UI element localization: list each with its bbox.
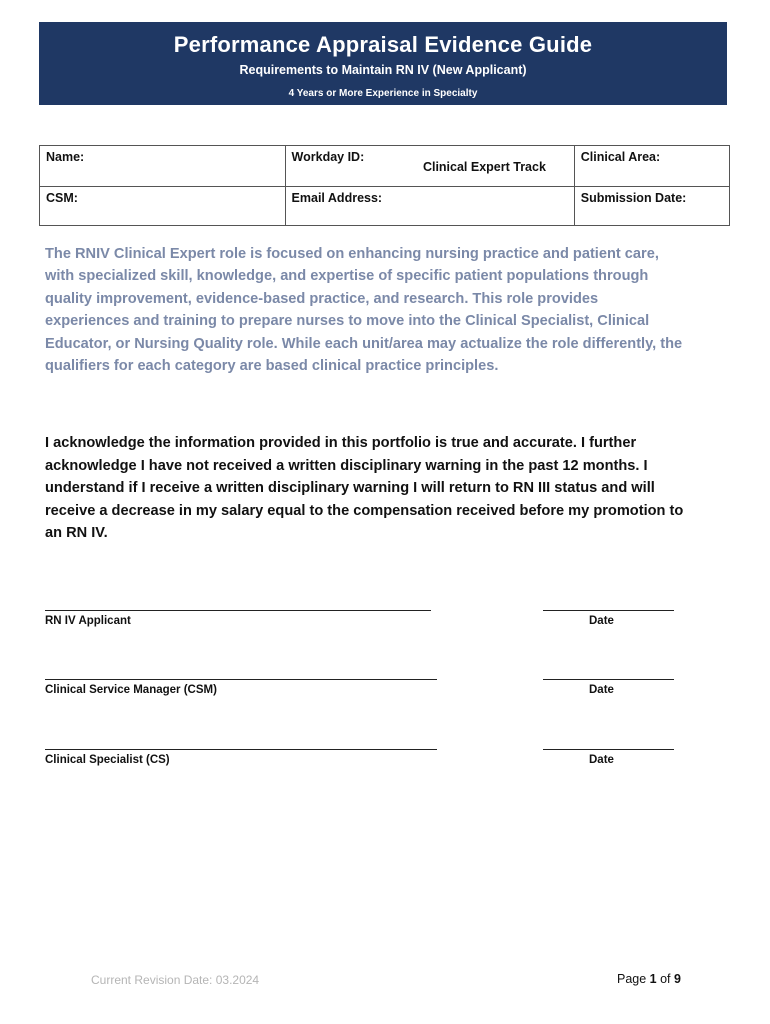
email-address-field[interactable] — [285, 187, 574, 226]
applicant-date-label: Date — [589, 615, 614, 627]
submission-date-field[interactable] — [574, 187, 729, 226]
applicant-signature-label: RN IV Applicant — [45, 615, 131, 627]
document-subtitle-experience: 4 Years or More Experience in Specialty — [288, 88, 478, 99]
csm-label: CSM: — [46, 191, 78, 205]
cs-signature-label: Clinical Specialist (CS) — [45, 754, 170, 766]
workday-id-label: Workday ID: — [291, 150, 365, 164]
workday-id-field[interactable] — [285, 146, 395, 187]
page-of: of — [656, 972, 674, 986]
page-total: 9 — [674, 972, 681, 986]
revision-date: Current Revision Date: 03.2024 — [91, 973, 260, 987]
cs-signature-line[interactable] — [45, 749, 437, 750]
page-number — [617, 972, 681, 986]
cs-date-label: Date — [589, 754, 614, 766]
track-cell — [395, 146, 574, 187]
submission-date-label: Submission Date: — [580, 191, 687, 205]
applicant-signature-line[interactable] — [45, 610, 431, 611]
csm-date-line[interactable] — [543, 679, 674, 680]
csm-date-label: Date — [589, 684, 614, 696]
name-field[interactable] — [40, 146, 286, 187]
csm-signature-line[interactable] — [45, 679, 437, 680]
csm-field[interactable] — [40, 187, 286, 226]
document-title: Performance Appraisal Evidence Guide — [173, 32, 593, 57]
name-label: Name: — [46, 150, 85, 164]
document-header — [39, 22, 727, 105]
clinical-expert-track-label: Clinical Expert Track — [422, 160, 546, 174]
role-description: The RNIV Clinical Expert role is focused on enhancing nursing practice and patient care, with specialized skill, knowledge, and expertise of specific patient populations through quality improvement, evidence-based practice, and research. This role provides experiences and training to prepare nurses to move into the Clinical Specialist, Clinical Educator, or Nursing Quality role. While each unit/area may actualize the role differently, the qualifiers for each category are based clinical practice principles. — [45, 246, 683, 375]
csm-signature-label: Clinical Service Manager (CSM) — [45, 684, 217, 696]
applicant-info-table — [39, 145, 730, 226]
email-address-label: Email Address: — [291, 191, 383, 205]
acknowledgement-statement: I acknowledge the information provided in this portfolio is true and accurate. I further acknowledge I have not received a written disciplinary warning in the past 12 months. I understand if I receive a written disciplinary warning I will return to RN III status and will receive a decrease in my salary equal to the compensation received before my promotion to an RN IV. — [45, 435, 684, 542]
clinical-area-label: Clinical Area: — [580, 150, 661, 164]
cs-date-line[interactable] — [543, 749, 674, 750]
document-subtitle: Requirements to Maintain RN IV (New Applicant) — [239, 63, 527, 77]
page-current: 1 — [649, 972, 657, 986]
applicant-date-line[interactable] — [543, 610, 674, 611]
page-prefix: Page — [617, 972, 650, 986]
clinical-area-field[interactable] — [574, 146, 729, 187]
